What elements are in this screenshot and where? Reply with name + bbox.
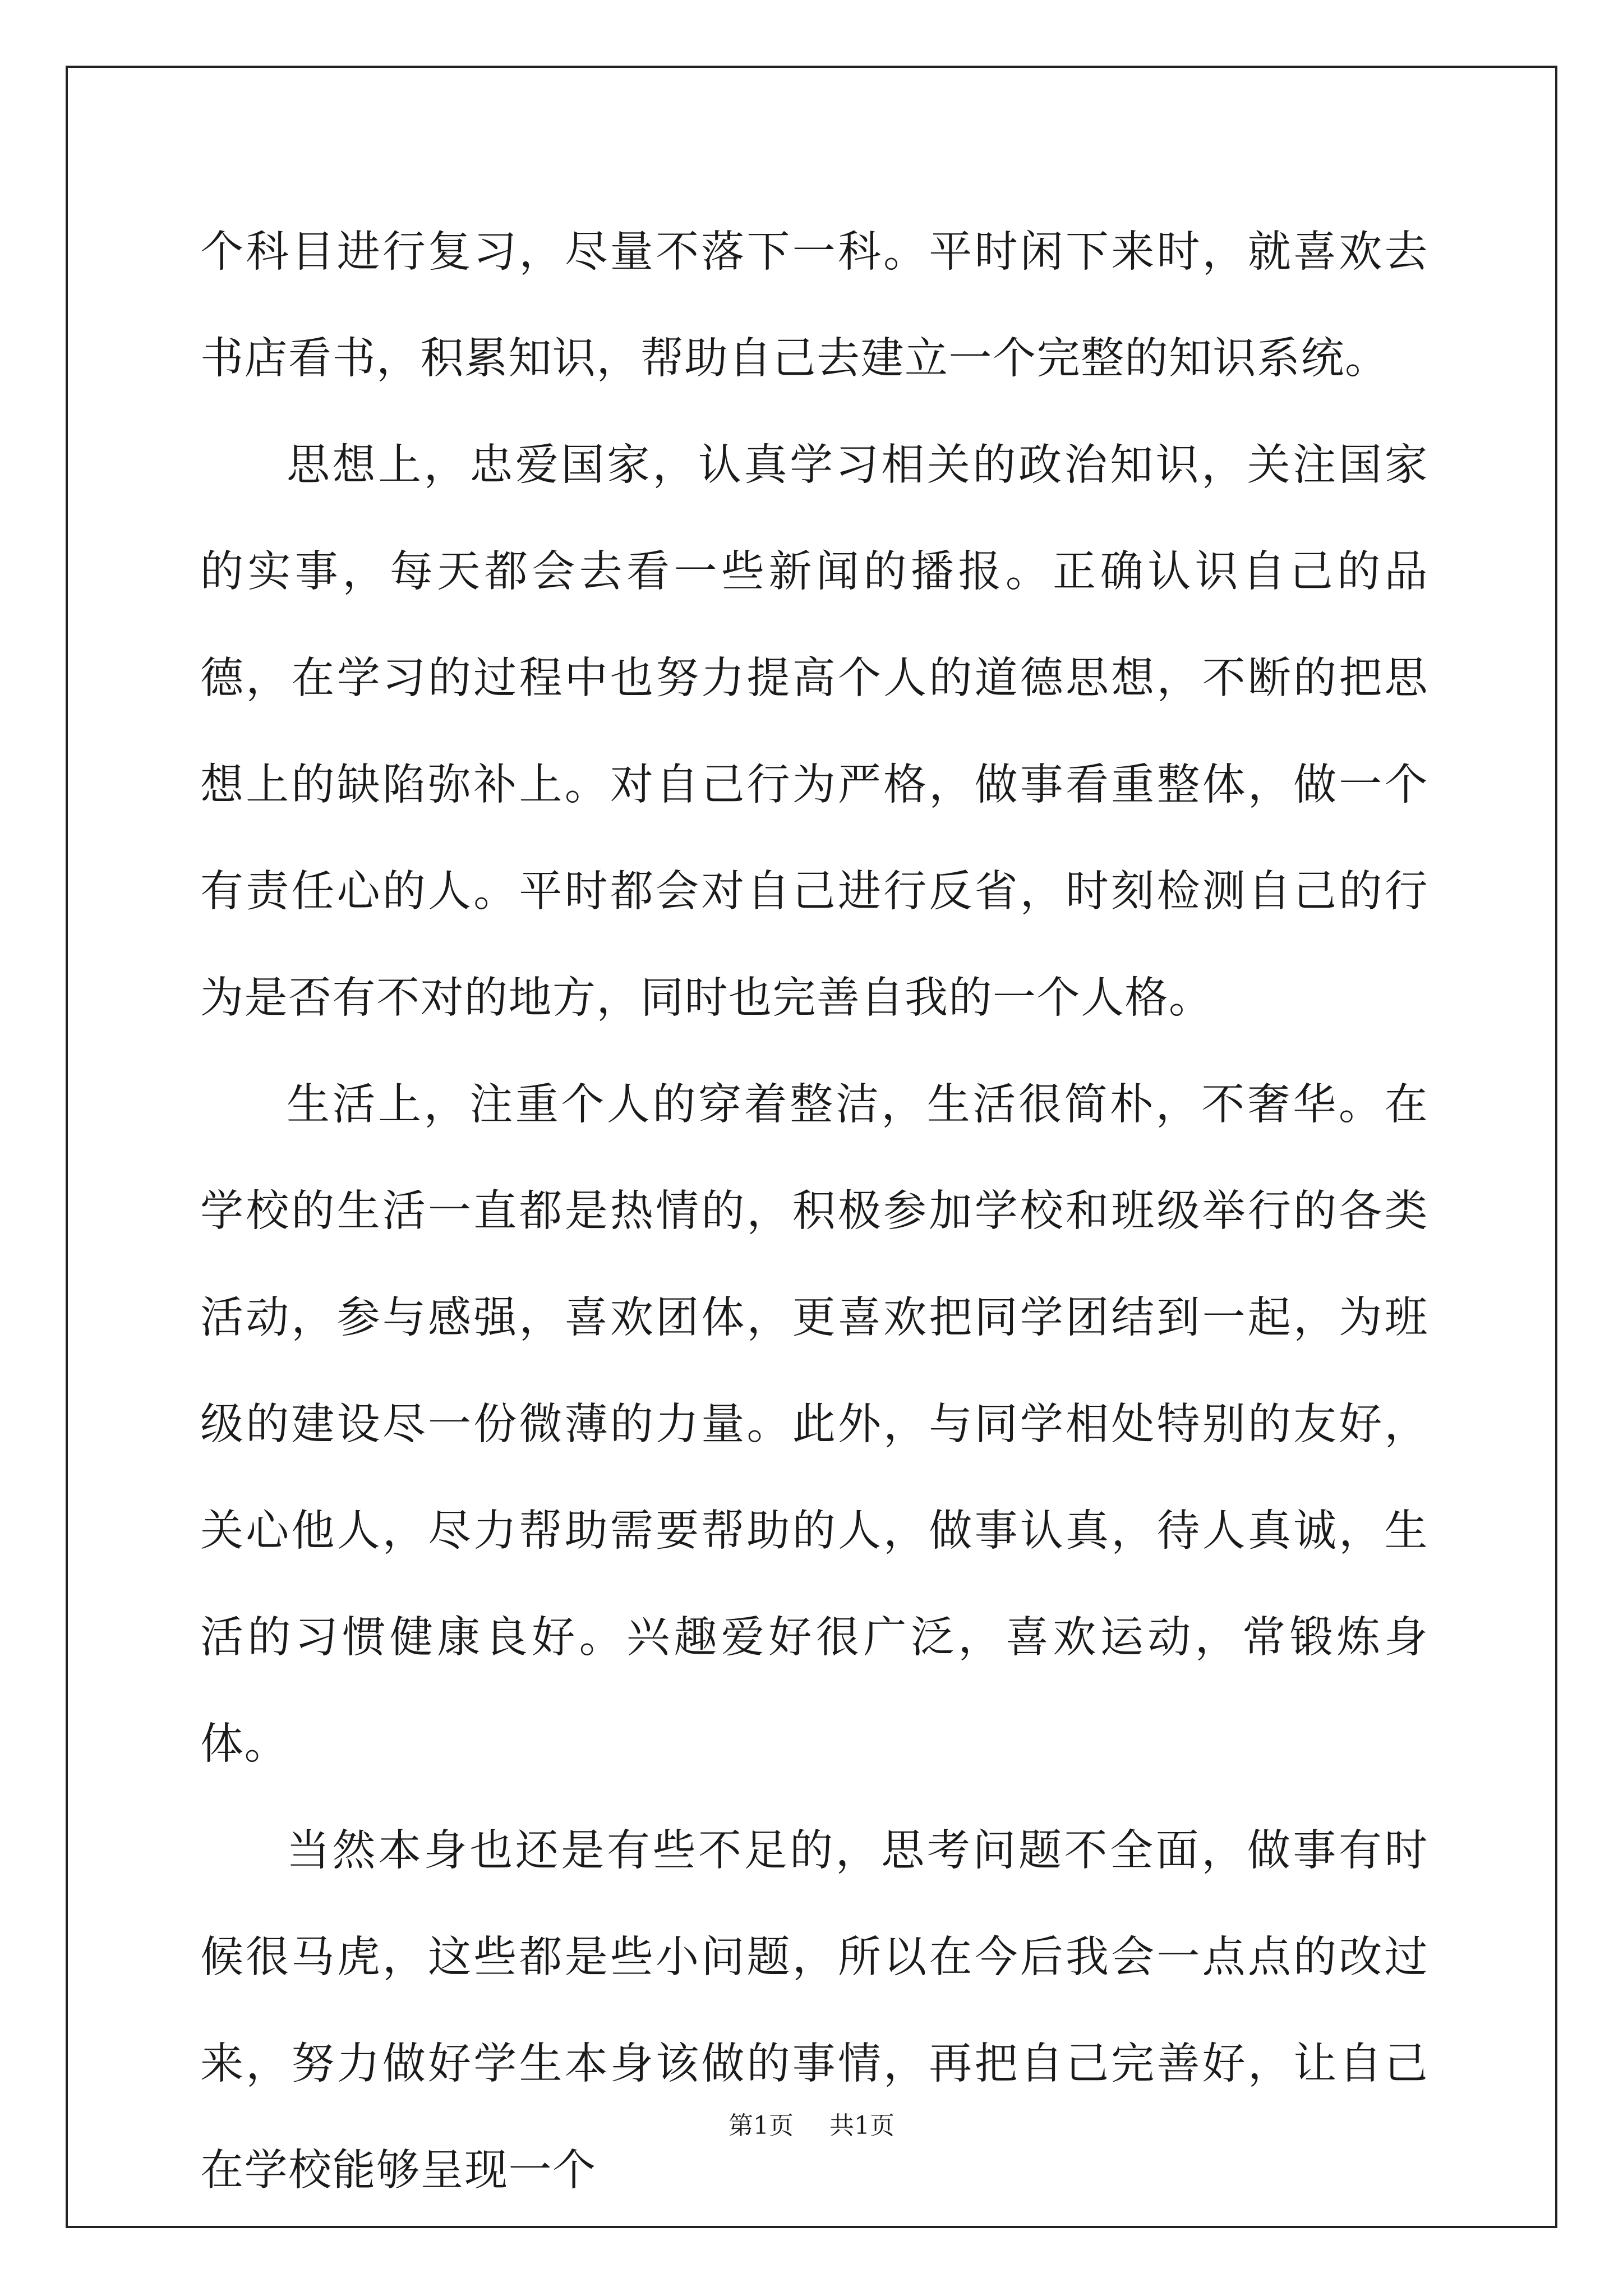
document-body [200,199,1428,2224]
paragraph-ideology: 思想上，忠爱国家，认真学习相关的政治知识，关注国家的实事，每天都会去看一些新闻的播报。正确认识自己的品德，在学习的过程中也努力提高个人的道德思想，不断的把思想上的缺陷弥补上。对自己行为严格，做事看重整体，做一个有责任心的人。平时都会对自己进行反省，时刻检测自己的行为是否有不对的地方，同时也完善自我的一个人格。 [200,440,1428,1023]
paragraph-life: 生活上，注重个人的穿着整洁，生活很简朴，不奢华。在学校的生活一直都是热情的，积极参加学校和班级举行的各类活动，参与感强，喜欢团体，更喜欢把同学团结到一起，为班级的建设尽一份微薄的力量。此外，与同学相处特别的友好，关心他人，尽力帮助需要帮助的人，做事认真，待人真诚，生活的习惯健康良好。兴趣爱好很广泛，喜欢运动，常锻炼身体。 [200,1080,1428,1769]
page-total: 共1页 [829,2111,895,2140]
page-footer [0,2109,1623,2143]
paragraph-continuation: 个科目进行复习，尽量不落下一科。平时闲下来时，就喜欢去书店看书，积累知识，帮助自己去建立一个完整的知识系统。 [200,227,1428,384]
paragraph-shortcomings: 当然本身也还是有些不足的，思考问题不全面，做事有时候很马虎，这些都是些小问题，所以在今后我会一点点的改过来，努力做好学生本身该做的事情，再把自己完善好，让自己在学校能够呈现一个 [200,1826,1428,2196]
page-number: 第1页 [728,2111,794,2140]
